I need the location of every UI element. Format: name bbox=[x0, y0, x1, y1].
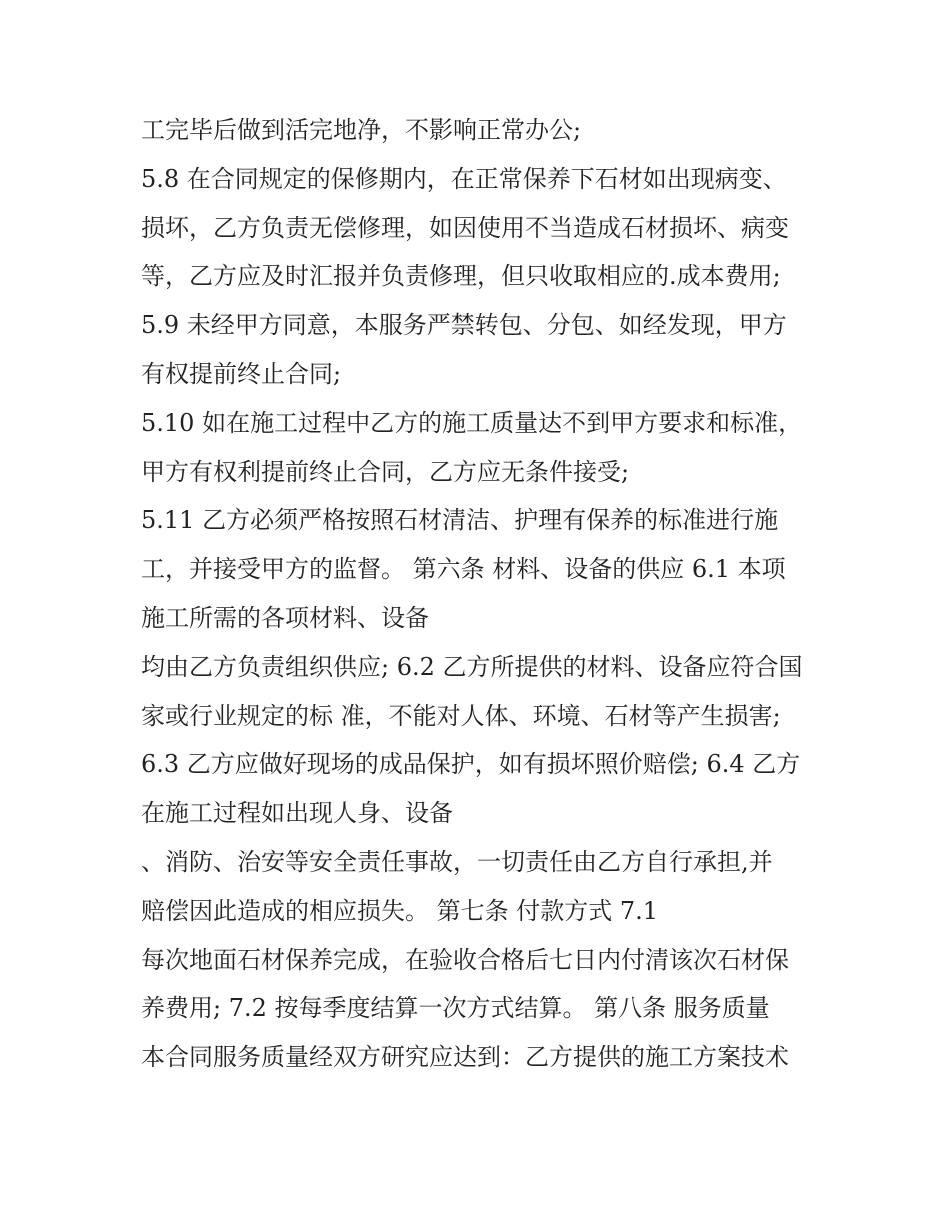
text-line: 家或行业规定的标 准，不能对人体、环境、石材等产生损害; bbox=[141, 701, 781, 730]
text-line: 在施工过程如出现人身、设备 bbox=[141, 799, 453, 828]
text-line: 每次地面石材保养完成，在验收合格后七日内付清该次石材保 bbox=[141, 945, 789, 974]
text-line: 5.8 在合同规定的保修期内，在正常保养下石材如出现病变、 bbox=[141, 164, 787, 193]
text-line: 5.10 如在施工过程中乙方的施工质量达不到甲方要求和标准， bbox=[141, 408, 803, 437]
text-line: 损坏，乙方负责无偿修理，如因使用不当造成石材损坏、病变 bbox=[141, 213, 789, 242]
text-line: 、消防、治安等安全责任事故，一切责任由乙方自行承担,并 bbox=[141, 847, 773, 876]
text-line: 甲方有权利提前终止合同，乙方应无条件接受; bbox=[141, 457, 630, 486]
text-line: 养费用; 7.2 按每季度结算一次方式结算。 第八条 服务质量 bbox=[141, 994, 770, 1023]
text-line: 5.11 乙方必须严格按照石材清洁、护理有保养的标准进行施 bbox=[141, 506, 779, 535]
text-line: 施工所需的各项材料、设备 bbox=[141, 603, 429, 632]
text-line: 5.9 未经甲方同意，本服务严禁转包、分包、如经发现，甲方 bbox=[141, 311, 787, 340]
text-line: 有权提前终止合同; bbox=[141, 359, 342, 388]
text-line: 工完毕后做到活完地净，不影响正常办公; bbox=[141, 116, 582, 144]
text-line: 均由乙方负责组织供应; 6.2 乙方所提供的材料、设备应符合国 bbox=[141, 652, 803, 681]
text-line: 6.3 乙方应做好现场的成品保护，如有损坏照价赔偿; 6.4 乙方 bbox=[141, 750, 801, 779]
text-line: 赔偿因此造成的相应损失。 第七条 付款方式 7.1 bbox=[141, 896, 659, 925]
contract-text bbox=[141, 106, 841, 1082]
text-line: 工，并接受甲方的监督。 第六条 材料、设备的供应 6.1 本项 bbox=[141, 555, 786, 584]
text-line: 等，乙方应及时汇报并负责修理，但只收取相应的.成本费用; bbox=[141, 262, 781, 291]
text-line: 本合同服务质量经双方研究应达到：乙方提供的施工方案技术 bbox=[141, 1043, 789, 1072]
